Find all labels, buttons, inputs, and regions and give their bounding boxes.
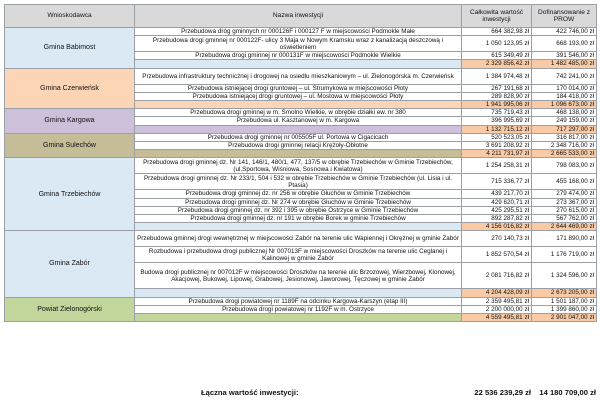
header-row bbox=[5, 5, 597, 28]
subtotal-spacer bbox=[135, 314, 462, 322]
funding-cell: 184 418,00 zł bbox=[532, 92, 597, 100]
total-value-cell: 270 140,73 zł bbox=[462, 231, 532, 247]
total-value-cell: 425 295,51 zł bbox=[462, 206, 532, 214]
subtotal-funding-cell: 2 673 205,00 zł bbox=[532, 289, 597, 297]
total-value-cell: 1 050 123,95 zł bbox=[462, 36, 532, 52]
subtotal-value-cell: 1 132 715,12 zł bbox=[462, 125, 532, 133]
header-applicant: Wnioskodawca bbox=[5, 5, 135, 28]
applicant-cell: Gmina Trzebiechów bbox=[5, 158, 135, 231]
total-value-cell: 615 349,49 zł bbox=[462, 52, 532, 60]
grand-total-funding: 14 180 709,00 zł bbox=[539, 388, 596, 397]
applicant-cell: Gmina Zabór bbox=[5, 231, 135, 297]
subtotal-funding-cell: 717 297,00 zł bbox=[532, 125, 597, 133]
applicant-cell: Powiat Zielonogórski bbox=[5, 297, 135, 322]
subtotal-value-cell: 4 204 428,09 zł bbox=[462, 289, 532, 297]
subtotal-value-cell: 4 156 016,82 zł bbox=[462, 223, 532, 231]
funding-cell: 249 159,00 zł bbox=[532, 117, 597, 125]
funding-cell: 567 762,00 zł bbox=[532, 215, 597, 223]
funding-cell: 279 474,00 zł bbox=[532, 190, 597, 198]
funding-cell: 1 176 719,00 zł bbox=[532, 247, 597, 263]
investment-name-cell: Przebudowa drogi gminnej relacji Krężoły-Obłotne bbox=[135, 142, 462, 150]
total-value-cell: 429 620,71 zł bbox=[462, 198, 532, 206]
total-value-cell: 2 200 000,00 zł bbox=[462, 305, 532, 313]
table-row bbox=[5, 231, 597, 247]
subtotal-spacer bbox=[135, 289, 462, 297]
investment-name-cell: Przebudowa drogi gminnej w m. Smolno Wielkie, w obrębie działki ew. nr 380 bbox=[135, 109, 462, 117]
total-value-cell: 439 217,70 zł bbox=[462, 190, 532, 198]
total-value-cell: 289 828,90 zł bbox=[462, 92, 532, 100]
table-body bbox=[5, 28, 597, 322]
funding-cell: 468 138,00 zł bbox=[532, 109, 597, 117]
funding-cell: 391 546,00 zł bbox=[532, 52, 597, 60]
funding-cell: 2 348 716,00 zł bbox=[532, 142, 597, 150]
investment-name-cell: Przebudowa ul. Kasztanowej w m. Kargowa bbox=[135, 117, 462, 125]
total-value-cell: 1 852 570,54 zł bbox=[462, 247, 532, 263]
total-value-cell: 664 382,98 zł bbox=[462, 28, 532, 36]
grand-total-label: Łączna wartość inwestycji: bbox=[201, 388, 299, 397]
investment-name-cell: Przebudowa gminnej drogi wewnętrznej w miejscowości Zabór na terenie ulic Wapiennej i Okrężnej w gminie Zabór bbox=[135, 231, 462, 247]
funding-cell: 422 746,00 zł bbox=[532, 28, 597, 36]
investment-name-cell: Przebudowa drogi gminnej dz. Nr 274 w obrębie Głuchów w Gminie Trzebiechów bbox=[135, 198, 462, 206]
investment-name-cell: Przebudowa drogi powiatowej nr 1189F na odcinku Kargowa-Karszyn (etap III) bbox=[135, 297, 462, 305]
investment-table bbox=[4, 4, 597, 322]
subtotal-value-cell: 4 211 731,97 zł bbox=[462, 150, 532, 158]
investment-name-cell: Przebudowa drogi gminnej nr 000131F w miejscowości Podmokle Wielkie bbox=[135, 52, 462, 60]
table-row bbox=[5, 133, 597, 141]
header-total-value: Całkowita wartość inwestycji bbox=[462, 5, 532, 28]
funding-cell: 316 817,00 zł bbox=[532, 133, 597, 141]
investment-name-cell: Przebudowa drogi gminnej nr 000122F- ulicy 3 Maja w Nowym Kramsku wraz z kanalizacją deszczową i oświetleniem bbox=[135, 36, 462, 52]
grand-total-row bbox=[4, 388, 596, 400]
table-row bbox=[5, 109, 597, 117]
subtotal-spacer bbox=[135, 101, 462, 109]
funding-cell: 273 367,00 zł bbox=[532, 198, 597, 206]
subtotal-spacer bbox=[135, 125, 462, 133]
funding-cell: 1 324 596,00 zł bbox=[532, 263, 597, 289]
investment-table-container bbox=[4, 4, 596, 397]
investment-name-cell: Budowa drogi publicznej nr 007012F w miejscowości Droszków na terenie ulic Brzozowej, Wierzbowej, Klonowej, Akacjowej, Bukowej, Lipowej, Grabowej, Jesionowej, Jaworowej, Tęczowej w gminie Zabór bbox=[135, 263, 462, 289]
grand-total-value: 22 536 239,29 zł bbox=[474, 388, 531, 397]
total-value-cell: 892 287,82 zł bbox=[462, 215, 532, 223]
table-row bbox=[5, 68, 597, 84]
total-value-cell: 520 523,05 zł bbox=[462, 133, 532, 141]
total-value-cell: 1 384 974,48 zł bbox=[462, 68, 532, 84]
funding-cell: 1 399 860,00 zł bbox=[532, 305, 597, 313]
subtotal-spacer bbox=[135, 60, 462, 68]
subtotal-funding-cell: 2 901 047,00 zł bbox=[532, 314, 597, 322]
applicant-cell: Gmina Sulechów bbox=[5, 133, 135, 158]
total-value-cell: 2 081 716,82 zł bbox=[462, 263, 532, 289]
investment-name-cell: Przebudowa infrastruktury technicznej i drogowej na osiedlu mieszkaniowym – ul. Zielonogórska m. Czerwieńsk bbox=[135, 68, 462, 84]
funding-cell: 798 083,00 zł bbox=[532, 158, 597, 174]
subtotal-funding-cell: 2 665 533,00 zł bbox=[532, 150, 597, 158]
investment-name-cell: Przebudowa drogi gminnej dz. Nr 141, 146/1, 480/1, 477, 137/5 w obrębie Trzebiechów w Gminie Trzebiechów, (ul.Sportowa, Wiśniowa, Sosnowa i Kwiatowa) bbox=[135, 158, 462, 174]
table-row bbox=[5, 28, 597, 36]
table-row bbox=[5, 297, 597, 305]
applicant-cell: Gmina Babimost bbox=[5, 28, 135, 69]
subtotal-value-cell: 2 329 856,42 zł bbox=[462, 60, 532, 68]
funding-cell: 1 501 187,00 zł bbox=[532, 297, 597, 305]
investment-name-cell: Przebudowa drogi gminnej dz. nr 191 w obrębie Borek w gminie Trzebiechów bbox=[135, 215, 462, 223]
investment-name-cell: Przebudowa istniejącej drogi gruntowej – ul. Mostowa w miejscowości Płoty bbox=[135, 92, 462, 100]
header-funding: Dofinansowanie z PROW bbox=[532, 5, 597, 28]
investment-name-cell: Przebudowa dróg gminnych nr 000126F i 000127 F w miejscowości Podmokle Małe bbox=[135, 28, 462, 36]
total-value-cell: 715 336,77 zł bbox=[462, 174, 532, 190]
subtotal-value-cell: 1 941 995,06 zł bbox=[462, 101, 532, 109]
investment-name-cell: Przebudowa drogi gminnej nr 005505F ul. Portowa w Cigacicach bbox=[135, 133, 462, 141]
subtotal-value-cell: 4 559 495,81 zł bbox=[462, 314, 532, 322]
funding-cell: 742 241,00 zł bbox=[532, 68, 597, 84]
total-value-cell: 3 691 208,92 zł bbox=[462, 142, 532, 150]
investment-name-cell: Przebudowa drogi gminnej dz. Nr 233/1, 504 i 532 w obrębie Trzebiechów w Gminie Trzebiechów (ul. Lisia i ul. Ptasia) bbox=[135, 174, 462, 190]
funding-cell: 171 890,00 zł bbox=[532, 231, 597, 247]
total-value-cell: 1 254 258,31 zł bbox=[462, 158, 532, 174]
funding-cell: 455 168,00 zł bbox=[532, 174, 597, 190]
subtotal-funding-cell: 1 096 673,00 zł bbox=[532, 101, 597, 109]
subtotal-funding-cell: 2 644 469,00 zł bbox=[532, 223, 597, 231]
funding-cell: 270 615,00 zł bbox=[532, 206, 597, 214]
investment-name-cell: Przebudowa drogi gminnej dz. nr 256 w obrębie Głuchów w Gminie Trzebiechów bbox=[135, 190, 462, 198]
investment-name-cell: Rozbudowa i przebudowa drogi publicznej Nr 007013F w miejscowości Droszków na terenie ulic Ceglanej i Kalinowej w gminie Zabór bbox=[135, 247, 462, 263]
subtotal-spacer bbox=[135, 150, 462, 158]
funding-cell: 170 014,00 zł bbox=[532, 84, 597, 92]
table-row bbox=[5, 158, 597, 174]
total-value-cell: 735 719,43 zł bbox=[462, 109, 532, 117]
funding-cell: 668 193,00 zł bbox=[532, 36, 597, 52]
subtotal-funding-cell: 1 482 485,00 zł bbox=[532, 60, 597, 68]
total-value-cell: 396 995,69 zł bbox=[462, 117, 532, 125]
applicant-cell: Gmina Czerwieńsk bbox=[5, 68, 135, 109]
total-value-cell: 2 359 495,81 zł bbox=[462, 297, 532, 305]
investment-name-cell: Przebudowa drogi powiatowej nr 1192F w m. Ostrzyce bbox=[135, 305, 462, 313]
investment-name-cell: Przebudowa drogi gminnej dz. nr 392 i 395 w obrębie Ostrzyce w Gminie Trzebiechów bbox=[135, 206, 462, 214]
investment-name-cell: Przebudowa istniejącej drogi gruntowej – ul. Strumykowa w miejscowości Płoty bbox=[135, 84, 462, 92]
subtotal-spacer bbox=[135, 223, 462, 231]
header-investment-name: Nazwa inwestycji bbox=[135, 5, 462, 28]
applicant-cell: Gmina Kargowa bbox=[5, 109, 135, 134]
total-value-cell: 267 191,68 zł bbox=[462, 84, 532, 92]
